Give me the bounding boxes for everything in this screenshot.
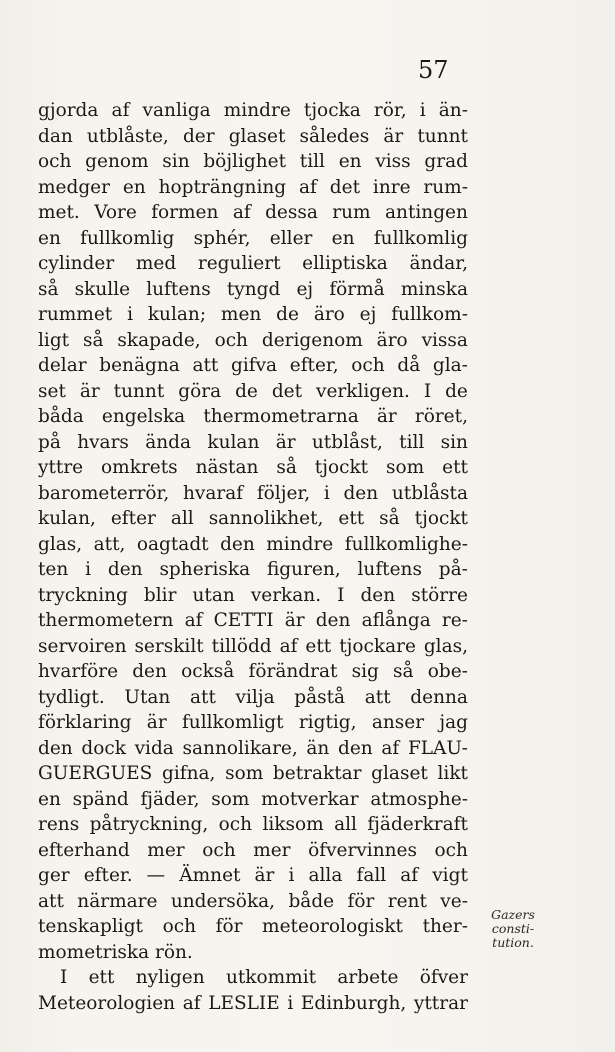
text-line-16: barometerrör, hvaraf följer, i den utblåsta [38, 482, 468, 504]
margin-note [478, 908, 548, 950]
margin-note-line-2: consti- [491, 921, 535, 936]
margin-note-line-3: tution. [492, 935, 534, 950]
text-line-28: en spänd fjäder, som motverkar atmosphe- [38, 788, 468, 810]
text-line-22: servoiren serskilt tillödd af ett tjockare glas, [38, 635, 468, 657]
text-line-6: en fullkomlig sphér, eller en fullkomlig [38, 227, 468, 249]
text-line-23: hvarföre den också förändrat sig så obe- [38, 661, 468, 682]
text-line-19: ten i den spheriska figuren, luftens på- [38, 559, 468, 580]
text-line-15: yttre omkrets nästan så tjockt som ett [38, 457, 468, 478]
body-text [38, 98, 468, 1016]
text-line-9: rummet i kulan; men de äro ej fullkom- [38, 304, 468, 325]
text-line-25: förklaring är fullkomligt rigtig, anser jag [38, 712, 468, 733]
text-line-7: cylinder med reguliert elliptiska ändar, [38, 253, 468, 274]
text-line-34: mometriska rön. [38, 941, 193, 963]
text-line-17: kulan, efter all sannolikhet, ett så tjockt [38, 508, 468, 529]
text-line-24: tydligt. Utan att vilja påstå att denna [38, 686, 468, 708]
text-line-33: tenskapligt och för meteorologiskt ther- [38, 916, 468, 937]
text-line-36: Meteorologien af LESLIE i Edinburgh, yttrar [38, 992, 468, 1014]
text-line-30: efterhand mer och mer öfvervinnes och [38, 839, 468, 861]
margin-note-line-1: Gazers [491, 907, 535, 922]
text-line-12: set är tunnt göra de det verkligen. I de [38, 380, 468, 402]
text-line-20: tryckning blir utan verkan. I den större [38, 584, 468, 606]
text-line-8: så skulle luftens tyngd ej förmå minska [38, 278, 468, 300]
text-line-2: dan utblåste, der glaset således är tunnt [38, 125, 468, 147]
text-line-31: ger efter. — Ämnet är i alla fall af vigt [38, 865, 468, 886]
text-line-26: den dock vida sannolikare, än den af FLAU- [38, 737, 468, 759]
text-line-4: medger en hopträngning af det inre rum- [38, 176, 468, 198]
text-line-5: met. Vore formen af dessa rum antingen [38, 202, 468, 223]
text-line-21: thermometern af CETTI är den aflånga re- [38, 610, 468, 631]
text-line-35: I ett nyligen utkommit arbete öfver [60, 967, 468, 988]
text-line-11: delar benägna att gifva efter, och då gla- [38, 355, 468, 376]
text-line-10: ligt så skapade, och derigenom äro vissa [38, 329, 468, 351]
text-line-32: att närmare undersöka, både för rent ve- [38, 890, 468, 912]
text-line-29: rens påtryckning, och liksom all fjäderkraft [38, 814, 468, 835]
text-line-3: och genom sin böjlighet till en viss grad [38, 151, 468, 172]
page-number: 57 [418, 56, 449, 84]
text-line-14: på hvars ända kulan är utblåst, till sin [38, 431, 468, 453]
text-line-13: båda engelska thermometrarna är röret, [38, 406, 468, 427]
text-line-1: gjorda af vanliga mindre tjocka rör, i än- [38, 100, 468, 121]
text-line-27: GUERGUES gifna, som betraktar glaset likt [38, 763, 468, 784]
text-line-18: glas, att, oagtadt den mindre fullkomlighe- [38, 533, 468, 555]
